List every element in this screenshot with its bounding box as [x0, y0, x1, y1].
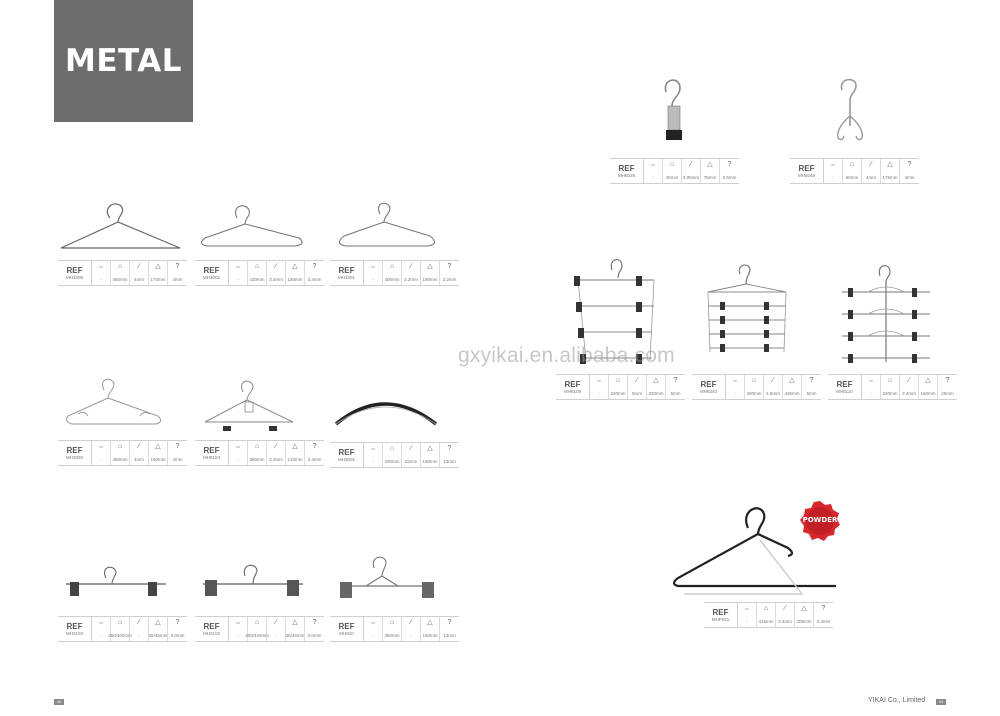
width-icon: ⌂ — [669, 161, 675, 168]
product-ref: MH8340 — [699, 388, 717, 394]
clip-hanger-image — [195, 562, 310, 612]
height-icon: △ — [155, 619, 161, 626]
wire-hanger-image — [195, 380, 310, 440]
height-icon: △ — [653, 377, 659, 384]
wire-hanger-image — [330, 390, 445, 440]
hook-icon: ? — [673, 377, 678, 384]
shape-icon: ▭ — [236, 264, 240, 269]
section-title: METAL — [64, 43, 182, 79]
badge-label: POWDER — [802, 516, 838, 524]
wire-icon: ∕ — [275, 263, 277, 270]
shape-icon: ▭ — [651, 162, 655, 167]
wire-hanger-image — [58, 378, 173, 434]
hook-icon: ? — [907, 161, 912, 168]
section-title-block — [54, 0, 193, 122]
spec-table: REF MHP021 ▭ - ⌂ 415mm ∕ 3.4mm △ 205mm ? 3.4mm — [704, 602, 833, 628]
shape-icon: ▭ — [745, 606, 749, 611]
spec-table: REF MH3103 ▭ - ⌂ 360/400mm ∕ - △ 35/45mm ? 3.0mm — [58, 616, 187, 642]
watermark-text: gxyikai.en.alibaba.com — [458, 344, 675, 367]
width-icon: ⌂ — [117, 263, 123, 270]
height-icon: △ — [292, 263, 298, 270]
shape-icon: ▭ — [371, 264, 375, 269]
shape-icon: ▭ — [236, 620, 240, 625]
height-icon: △ — [155, 443, 161, 450]
shape-icon: ▭ — [371, 620, 375, 625]
spec-table: REF MH3001 ▭ - ⌂ 430mm ∕ 22mm △ 190mm ? 13mm — [330, 442, 459, 468]
shape-icon: ▭ — [371, 446, 375, 451]
height-icon: △ — [427, 445, 433, 452]
hook-icon: ? — [175, 619, 180, 626]
product-ref: MH8104 — [202, 454, 220, 460]
width-icon: ⌂ — [389, 263, 395, 270]
hook-icon: ? — [945, 377, 950, 384]
clip-hanger-image — [58, 562, 173, 612]
width-icon: ⌂ — [254, 263, 260, 270]
hook-icon: ? — [809, 377, 814, 384]
product-ref: MH3103 — [65, 630, 83, 636]
powder-coated-hanger-image — [668, 498, 808, 600]
product-ref: MH3008 — [65, 274, 83, 280]
width-icon: ⌂ — [254, 619, 260, 626]
height-icon: △ — [292, 443, 298, 450]
width-icon: ⌂ — [254, 443, 260, 450]
spec-table: REF MH8104 ▭ - ⌂ 380mm ∕ 3.4mm △ 210mm ? 3.4mm — [195, 440, 324, 466]
spec-table: REF MH3102 ▭ - ⌂ 300/340mm ∕ - △ 35/45mm ? 3.0mm — [195, 616, 324, 642]
hook-icon: ? — [447, 263, 452, 270]
wire-icon: ∕ — [138, 263, 140, 270]
spec-table: REF MH3050 ▭ - ⌂ 450mm ∕ 4mm △ 190mm ? 4mm — [58, 440, 187, 466]
product-ref: MH8109 — [563, 388, 581, 394]
spec-table: REF MH8340 ▭ - ⌂ 400mm ∕ 4.5mm △ 425mm ? 5mm — [692, 374, 821, 400]
spec-table: REF MH810 ▭ - ⌂ 350mm ∕ - △ 150mm ? 13mm — [330, 616, 459, 642]
wire-icon: ∕ — [410, 619, 412, 626]
wire-icon: ∕ — [138, 619, 140, 626]
wire-icon: ∕ — [772, 377, 774, 384]
product-ref: MH810 — [339, 630, 354, 636]
height-icon: △ — [155, 263, 161, 270]
wire-icon: ∕ — [275, 619, 277, 626]
shape-icon: ▭ — [733, 378, 737, 383]
width-icon: ⌂ — [887, 377, 893, 384]
product-ref: MHP021 — [711, 616, 730, 622]
height-icon: △ — [707, 161, 713, 168]
wire-icon: ∕ — [784, 605, 786, 612]
product-ref: MH3001 — [337, 274, 355, 280]
shape-icon: ▭ — [99, 620, 103, 625]
wire-icon: ∕ — [410, 263, 412, 270]
wire-icon: ∕ — [870, 161, 872, 168]
height-icon: △ — [427, 619, 433, 626]
width-icon: ⌂ — [389, 445, 395, 452]
spec-table: REF MH8109 ▭ - ⌂ 320mm ∕ 5mm △ 320mm ? 5mm — [556, 374, 685, 400]
width-icon: ⌂ — [763, 605, 769, 612]
width-icon: ⌂ — [117, 443, 123, 450]
hook-icon: ? — [727, 161, 732, 168]
page-number-left: 40 — [54, 699, 64, 705]
spec-table: REF MH3001 ▭ - ⌂ 400mm ∕ 3.2mm △ 190mm ? 3.2mm — [330, 260, 459, 286]
hook-icon: ? — [447, 445, 452, 452]
height-icon: △ — [292, 619, 298, 626]
hook-icon: ? — [447, 619, 452, 626]
wire-hanger-image — [330, 200, 445, 255]
height-icon: △ — [887, 161, 893, 168]
powder-badge — [800, 500, 840, 542]
width-icon: ⌂ — [849, 161, 855, 168]
product-ref: MH8046 — [797, 172, 815, 178]
wire-hanger-image — [195, 200, 310, 255]
shape-icon: ▭ — [99, 264, 103, 269]
width-icon: ⌂ — [117, 619, 123, 626]
hook-icon: ? — [175, 443, 180, 450]
spec-table: REF MH3002 ▭ - ⌂ 420mm ∕ 3.4mm △ 180mm ? 3.4mm — [195, 260, 324, 286]
spec-table: REF MH8110 ▭ - ⌂ 320mm ∕ 3.4mm △ 160mm ? 25mm — [828, 374, 957, 400]
spec-table: REF MH8026 ▭ - ⌂ 45mm ∕ 3.85mm △ 75mm ? 3.5mm — [610, 158, 739, 184]
wire-icon: ∕ — [636, 377, 638, 384]
shape-icon: ▭ — [597, 378, 601, 383]
hook-icon: ? — [312, 263, 317, 270]
product-ref: MH8110 — [836, 388, 853, 394]
wire-hanger-image — [58, 198, 183, 258]
page-number-right: 41 — [936, 699, 946, 705]
height-icon: △ — [427, 263, 433, 270]
multi-tier-hanger-image — [828, 262, 948, 370]
height-icon: △ — [925, 377, 931, 384]
wire-icon: ∕ — [690, 161, 692, 168]
width-icon: ⌂ — [751, 377, 757, 384]
hook-icon: ? — [312, 619, 317, 626]
product-ref: MH8026 — [617, 172, 635, 178]
product-ref: MH3050 — [65, 454, 83, 460]
shape-icon: ▭ — [831, 162, 835, 167]
wire-icon: ∕ — [138, 443, 140, 450]
spec-table: REF MH8046 ▭ - ⌂ 60mm ∕ 4mm △ 175mm ? 4mm — [790, 158, 919, 184]
footer-company: YIKAI Co., Limited — [868, 697, 926, 704]
double-hook-image — [790, 76, 905, 148]
width-icon: ⌂ — [615, 377, 621, 384]
shape-icon: ▭ — [236, 444, 240, 449]
product-ref: MH3001 — [337, 456, 355, 462]
height-icon: △ — [789, 377, 795, 384]
height-icon: △ — [801, 605, 807, 612]
clip-hanger-image — [330, 552, 445, 612]
wire-icon: ∕ — [410, 445, 412, 452]
width-icon: ⌂ — [389, 619, 395, 626]
hook-icon: ? — [175, 263, 180, 270]
hook-icon: ? — [821, 605, 826, 612]
multi-tier-hanger-image — [692, 262, 812, 370]
product-ref: MH3102 — [202, 630, 220, 636]
clip-hook-image — [610, 76, 725, 148]
spec-table: REF MH3008 ▭ - ⌂ 450mm ∕ 4mm △ 170mm ? 4mm — [58, 260, 187, 286]
hook-icon: ? — [312, 443, 317, 450]
product-ref: MH3002 — [202, 274, 220, 280]
wire-icon: ∕ — [908, 377, 910, 384]
shape-icon: ▭ — [869, 378, 873, 383]
shape-icon: ▭ — [99, 444, 103, 449]
wire-icon: ∕ — [275, 443, 277, 450]
